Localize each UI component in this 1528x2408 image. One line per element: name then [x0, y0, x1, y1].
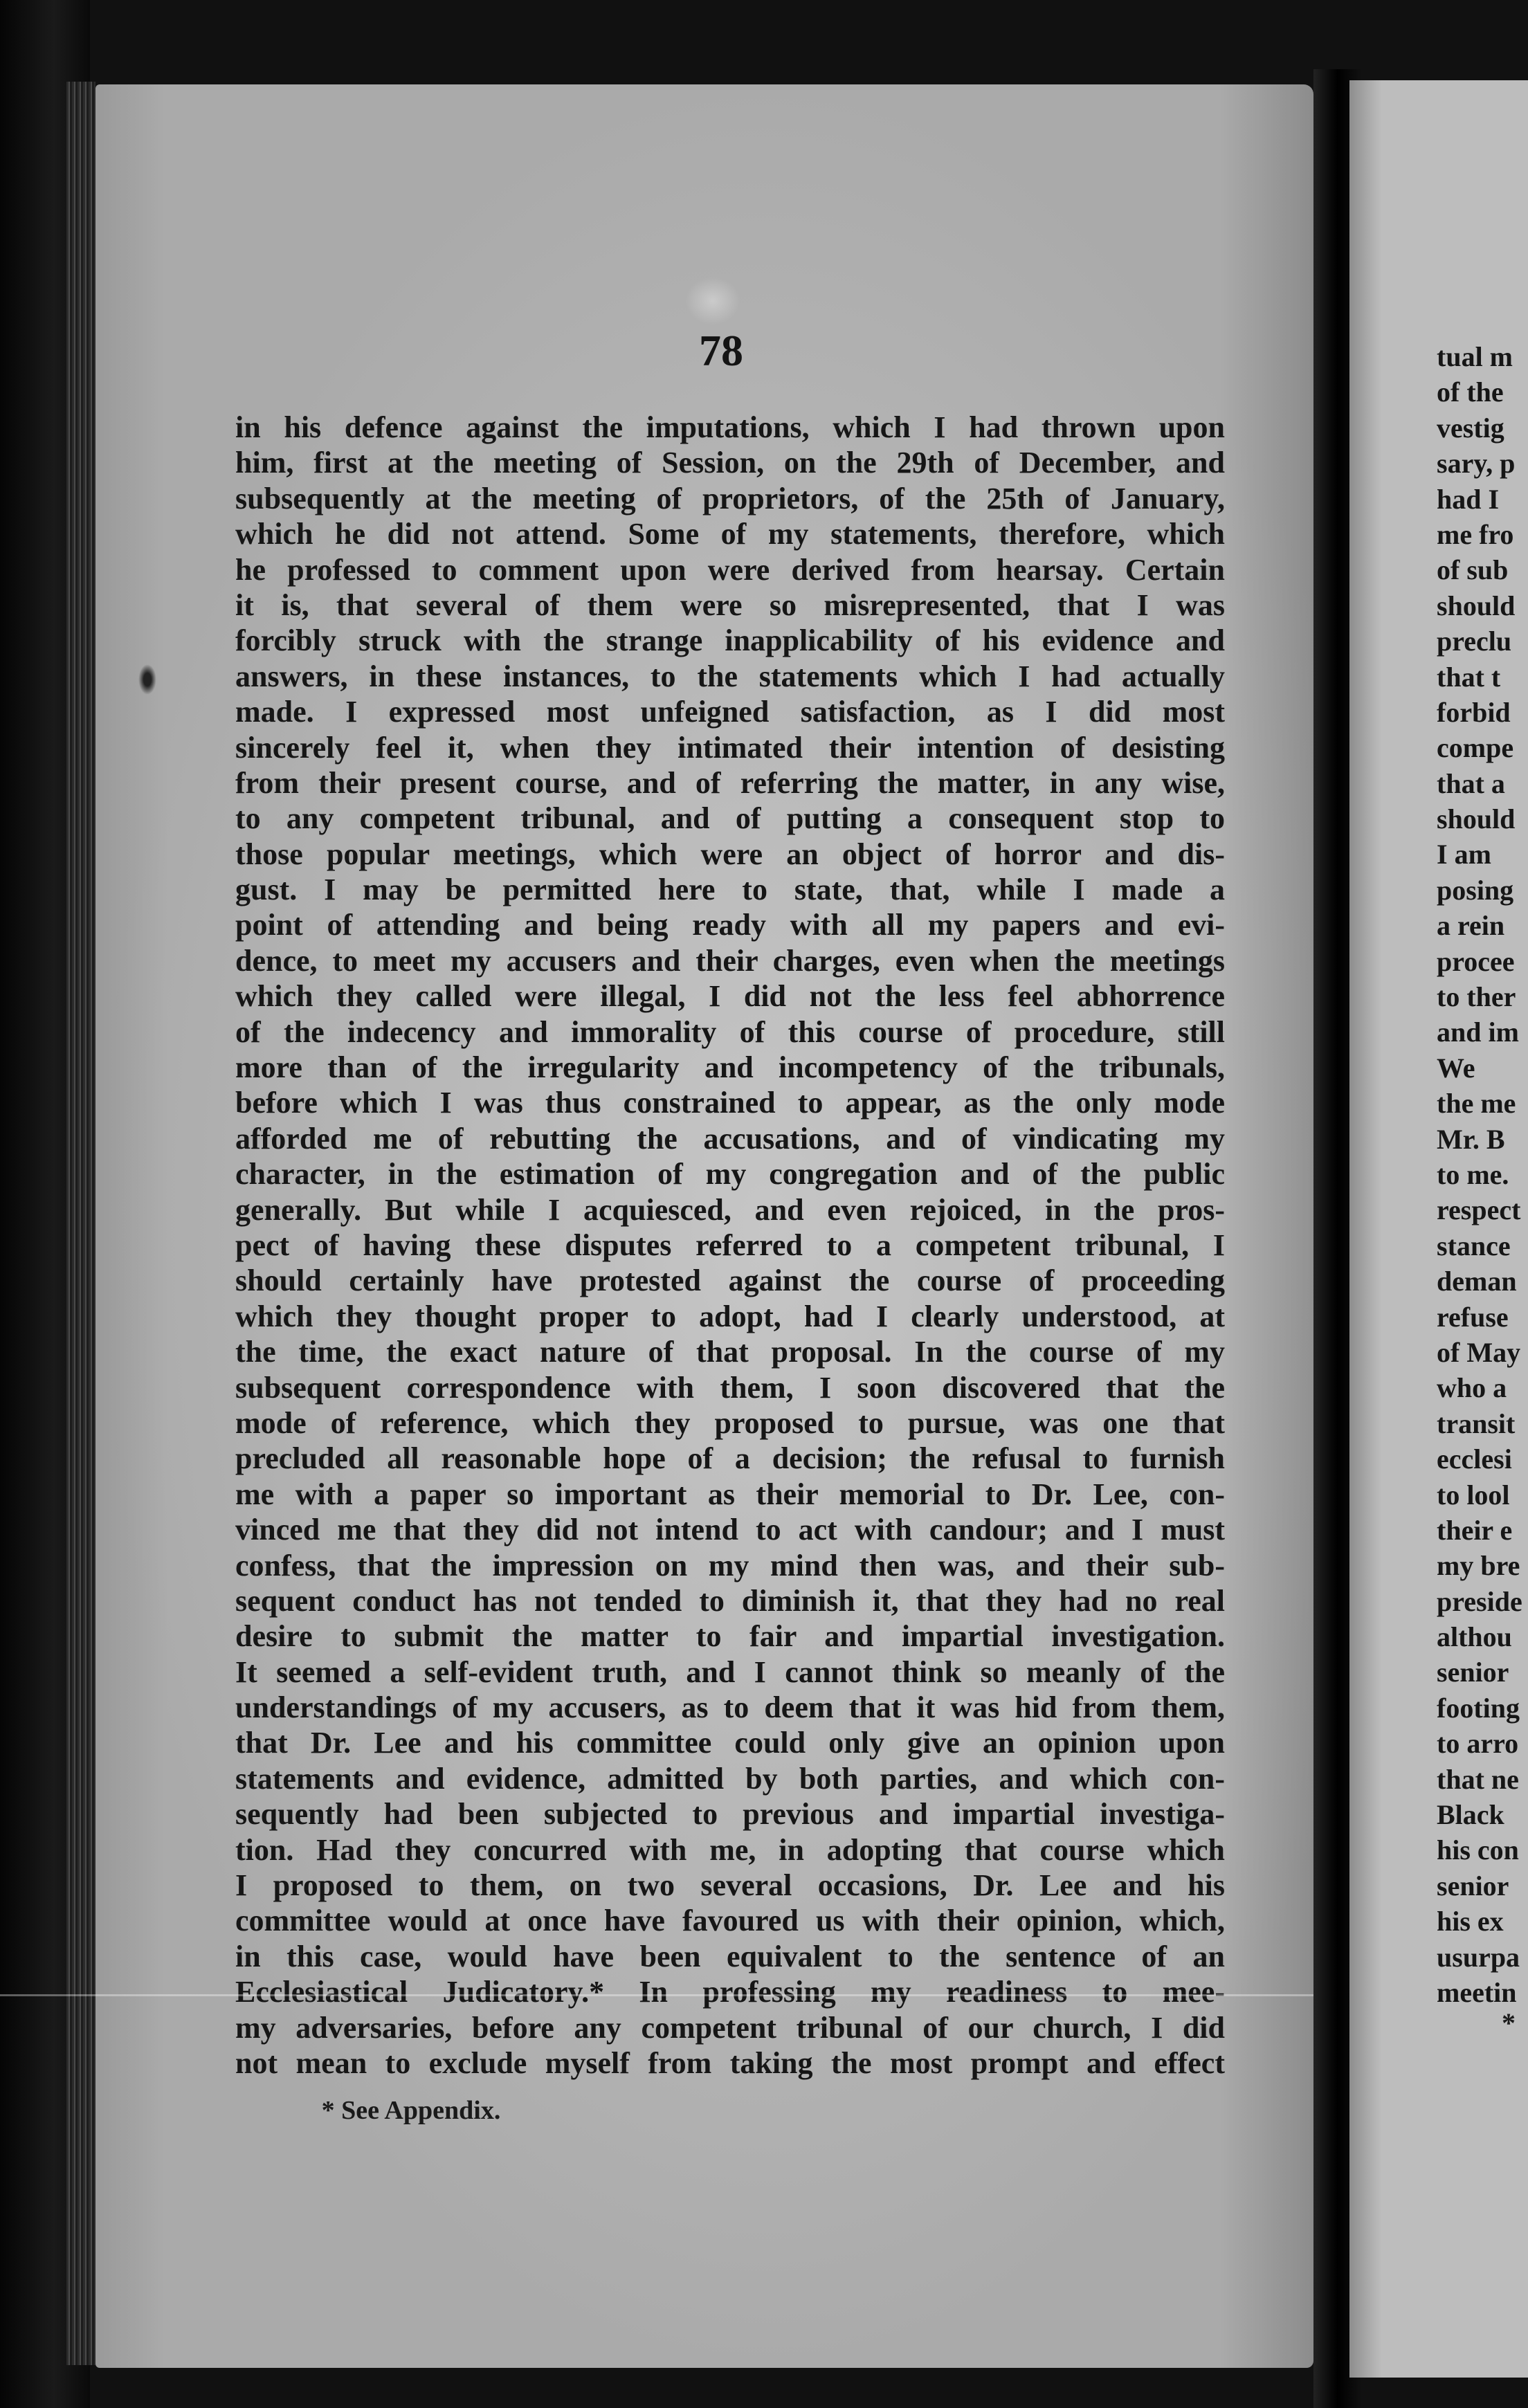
- facing-text-line: usurpa: [1437, 1941, 1520, 1973]
- text-line: confess, that the impression on my mind then was, and their sub-: [235, 1548, 1225, 1582]
- text-line: in his defence against the imputations, which I had thrown upon: [235, 410, 1225, 444]
- facing-text-line: to me.: [1437, 1158, 1509, 1190]
- facing-text-line: their e: [1437, 1514, 1513, 1546]
- text-line: before which I was thus constrained to appear, as the only mode: [235, 1086, 1225, 1120]
- text-line: my adversaries, before any competent tribunal of our church, I did: [235, 2010, 1225, 2045]
- facing-text-line: footing: [1437, 1692, 1520, 1724]
- text-line: I proposed to them, on two several occasions, Dr. Lee and his: [235, 1868, 1225, 1903]
- text-line: generally. But while I acquiesced, and even rejoiced, in the pros-: [235, 1192, 1225, 1227]
- page-stack-edge: [66, 82, 96, 2365]
- text-line: Ecclesiastical Judicatory.* In professing my readiness to mee-: [235, 1975, 1225, 2009]
- page-number: 78: [699, 326, 743, 375]
- text-line: in this case, would have been equivalent to the sentence of an: [235, 1939, 1225, 1973]
- facing-page-text: [1437, 339, 1528, 2010]
- facing-text-line: to lool: [1437, 1479, 1510, 1511]
- text-line: the time, the exact nature of that proposal. In the course of my: [235, 1335, 1225, 1369]
- facing-text-line: forbid: [1437, 696, 1511, 728]
- facing-text-line: stance: [1437, 1230, 1511, 1261]
- text-line: answers, in these instances, to the statements which I had actually: [235, 659, 1225, 693]
- text-line: mode of reference, which they proposed to pursue, was one that: [235, 1405, 1225, 1440]
- text-line: made. I expressed most unfeigned satisfaction, as I did most: [235, 695, 1225, 729]
- text-line: subsequent correspondence with them, I soon discovered that the: [235, 1370, 1225, 1405]
- facing-text-line: me fro: [1437, 518, 1514, 550]
- facing-text-line: should: [1437, 590, 1516, 621]
- facing-text-line: senior: [1437, 1870, 1509, 1901]
- text-line: more than of the irregularity and incompetency of the tribunals,: [235, 1050, 1225, 1085]
- facing-text-line: who a: [1437, 1372, 1507, 1404]
- facing-text-line: althou: [1437, 1621, 1512, 1653]
- facing-text-line: my bre: [1437, 1550, 1520, 1582]
- text-line: should certainly have protested against the course of proceeding: [235, 1264, 1225, 1298]
- text-line: to any competent tribunal, and of putting a consequent stop to: [235, 801, 1225, 836]
- text-line: afforded me of rebutting the accusations, and of vindicating my: [235, 1121, 1225, 1156]
- text-line: dence, to meet my accusers and their charges, even when the meetings: [235, 943, 1225, 978]
- text-line: It seemed a self-evident truth, and I cannot think so meanly of the: [235, 1654, 1225, 1689]
- text-line: point of attending and being ready with all my papers and evi-: [235, 908, 1225, 942]
- facing-text-line: sary, p: [1437, 448, 1516, 480]
- facing-text-line: had I: [1437, 483, 1500, 515]
- text-line: gust. I may be permitted here to state, that, while I made a: [235, 873, 1225, 907]
- facing-text-line: Black: [1437, 1799, 1504, 1831]
- footnote-text: * See Appendix.: [321, 2096, 501, 2125]
- text-line: it is, that several of them were so misrepresented, that I was: [235, 587, 1225, 622]
- text-line: him, first at the meeting of Session, on the 29th of December, and: [235, 446, 1225, 480]
- text-line: not mean to exclude myself from taking the most prompt and effect: [235, 2045, 1225, 2080]
- facing-page-footnote-mark: *: [1502, 2007, 1516, 2038]
- text-line: those popular meetings, which were an object of horror and dis-: [235, 837, 1225, 871]
- facing-text-line: procee: [1437, 945, 1515, 977]
- facing-text-line: compe: [1437, 732, 1514, 764]
- facing-text-line: ecclesi: [1437, 1443, 1512, 1475]
- text-line: tion. Had they concurred with me, in adopting that course which: [235, 1832, 1225, 1867]
- text-line: subsequently at the meeting of proprietors, of the 25th of January,: [235, 481, 1225, 516]
- facing-text-line: should: [1437, 803, 1516, 835]
- text-line: vinced me that they did not intend to act with candour; and I must: [235, 1513, 1225, 1547]
- facing-text-line: his ex: [1437, 1906, 1504, 1937]
- text-line: which they called were illegal, I did not the less feel abhorrence: [235, 979, 1225, 1014]
- text-line: committee would at once have favoured us with their opinion, which,: [235, 1904, 1225, 1938]
- facing-text-line: senior: [1437, 1657, 1509, 1688]
- facing-text-line: Mr. B: [1437, 1123, 1505, 1155]
- text-line: character, in the estimation of my congregation and of the public: [235, 1157, 1225, 1192]
- text-line: which he did not attend. Some of my statements, therefore, which: [235, 517, 1225, 551]
- text-line: which they thought proper to adopt, had I clearly understood, at: [235, 1299, 1225, 1333]
- page-body-text: [235, 410, 1225, 2081]
- facing-text-line: of sub: [1437, 554, 1509, 586]
- text-line: of the indecency and immorality of this course of procedure, still: [235, 1014, 1225, 1049]
- text-line: he professed to comment upon were derived from hearsay. Certain: [235, 552, 1225, 587]
- facing-text-line: that t: [1437, 661, 1501, 693]
- facing-text-line: his con: [1437, 1834, 1519, 1866]
- text-line: desire to submit the matter to fair and impartial investigation.: [235, 1619, 1225, 1654]
- text-line: me with a paper so important as their memorial to Dr. Lee, con-: [235, 1477, 1225, 1511]
- facing-text-line: and im: [1437, 1016, 1519, 1048]
- facing-text-line: to arro: [1437, 1728, 1519, 1760]
- text-line: statements and evidence, admitted by both parties, and which con-: [235, 1761, 1225, 1796]
- text-line: pect of having these disputes referred to a competent tribunal, I: [235, 1228, 1225, 1262]
- facing-text-line: a rein: [1437, 910, 1505, 942]
- text-line: sequently had been subjected to previous and impartial investiga-: [235, 1797, 1225, 1832]
- text-line: from their present course, and of referring the matter, in any wise,: [235, 765, 1225, 800]
- ink-smudge: [138, 664, 156, 695]
- facing-text-line: I am: [1437, 839, 1491, 870]
- facing-text-line: refuse: [1437, 1301, 1509, 1333]
- facing-text-line: preclu: [1437, 626, 1512, 657]
- facing-text-line: tual m: [1437, 341, 1513, 372]
- facing-text-line: meetin: [1437, 1976, 1517, 2008]
- text-line: sequent conduct has not tended to diminish it, that they had no real: [235, 1583, 1225, 1618]
- text-line: forcibly struck with the strange inapplicability of his evidence and: [235, 623, 1225, 658]
- facing-text-line: preside: [1437, 1585, 1522, 1617]
- facing-text-line: that ne: [1437, 1763, 1519, 1795]
- facing-text-line: respect: [1437, 1194, 1521, 1226]
- facing-text-line: deman: [1437, 1266, 1517, 1297]
- text-line: understandings of my accusers, as to deem that it was hid from them,: [235, 1690, 1225, 1725]
- scan-artifact-line: [0, 1994, 1528, 1996]
- footnote: [0, 2095, 1528, 2126]
- text-line: precluded all reasonable hope of a decision; the refusal to furnish: [235, 1441, 1225, 1476]
- facing-text-line: posing: [1437, 874, 1514, 906]
- text-line: that Dr. Lee and his committee could only give an opinion upon: [235, 1726, 1225, 1760]
- facing-text-line: that a: [1437, 767, 1505, 799]
- facing-text-line: to ther: [1437, 981, 1516, 1013]
- facing-text-line: of May: [1437, 1336, 1521, 1368]
- facing-text-line: the me: [1437, 1088, 1516, 1120]
- text-line: sincerely feel it, when they intimated their intention of desisting: [235, 730, 1225, 765]
- facing-text-line: transit: [1437, 1407, 1516, 1439]
- paper-stain: [685, 277, 740, 325]
- facing-text-line: vestig: [1437, 412, 1504, 444]
- facing-text-line: of the: [1437, 376, 1504, 408]
- facing-text-line: We: [1437, 1052, 1475, 1084]
